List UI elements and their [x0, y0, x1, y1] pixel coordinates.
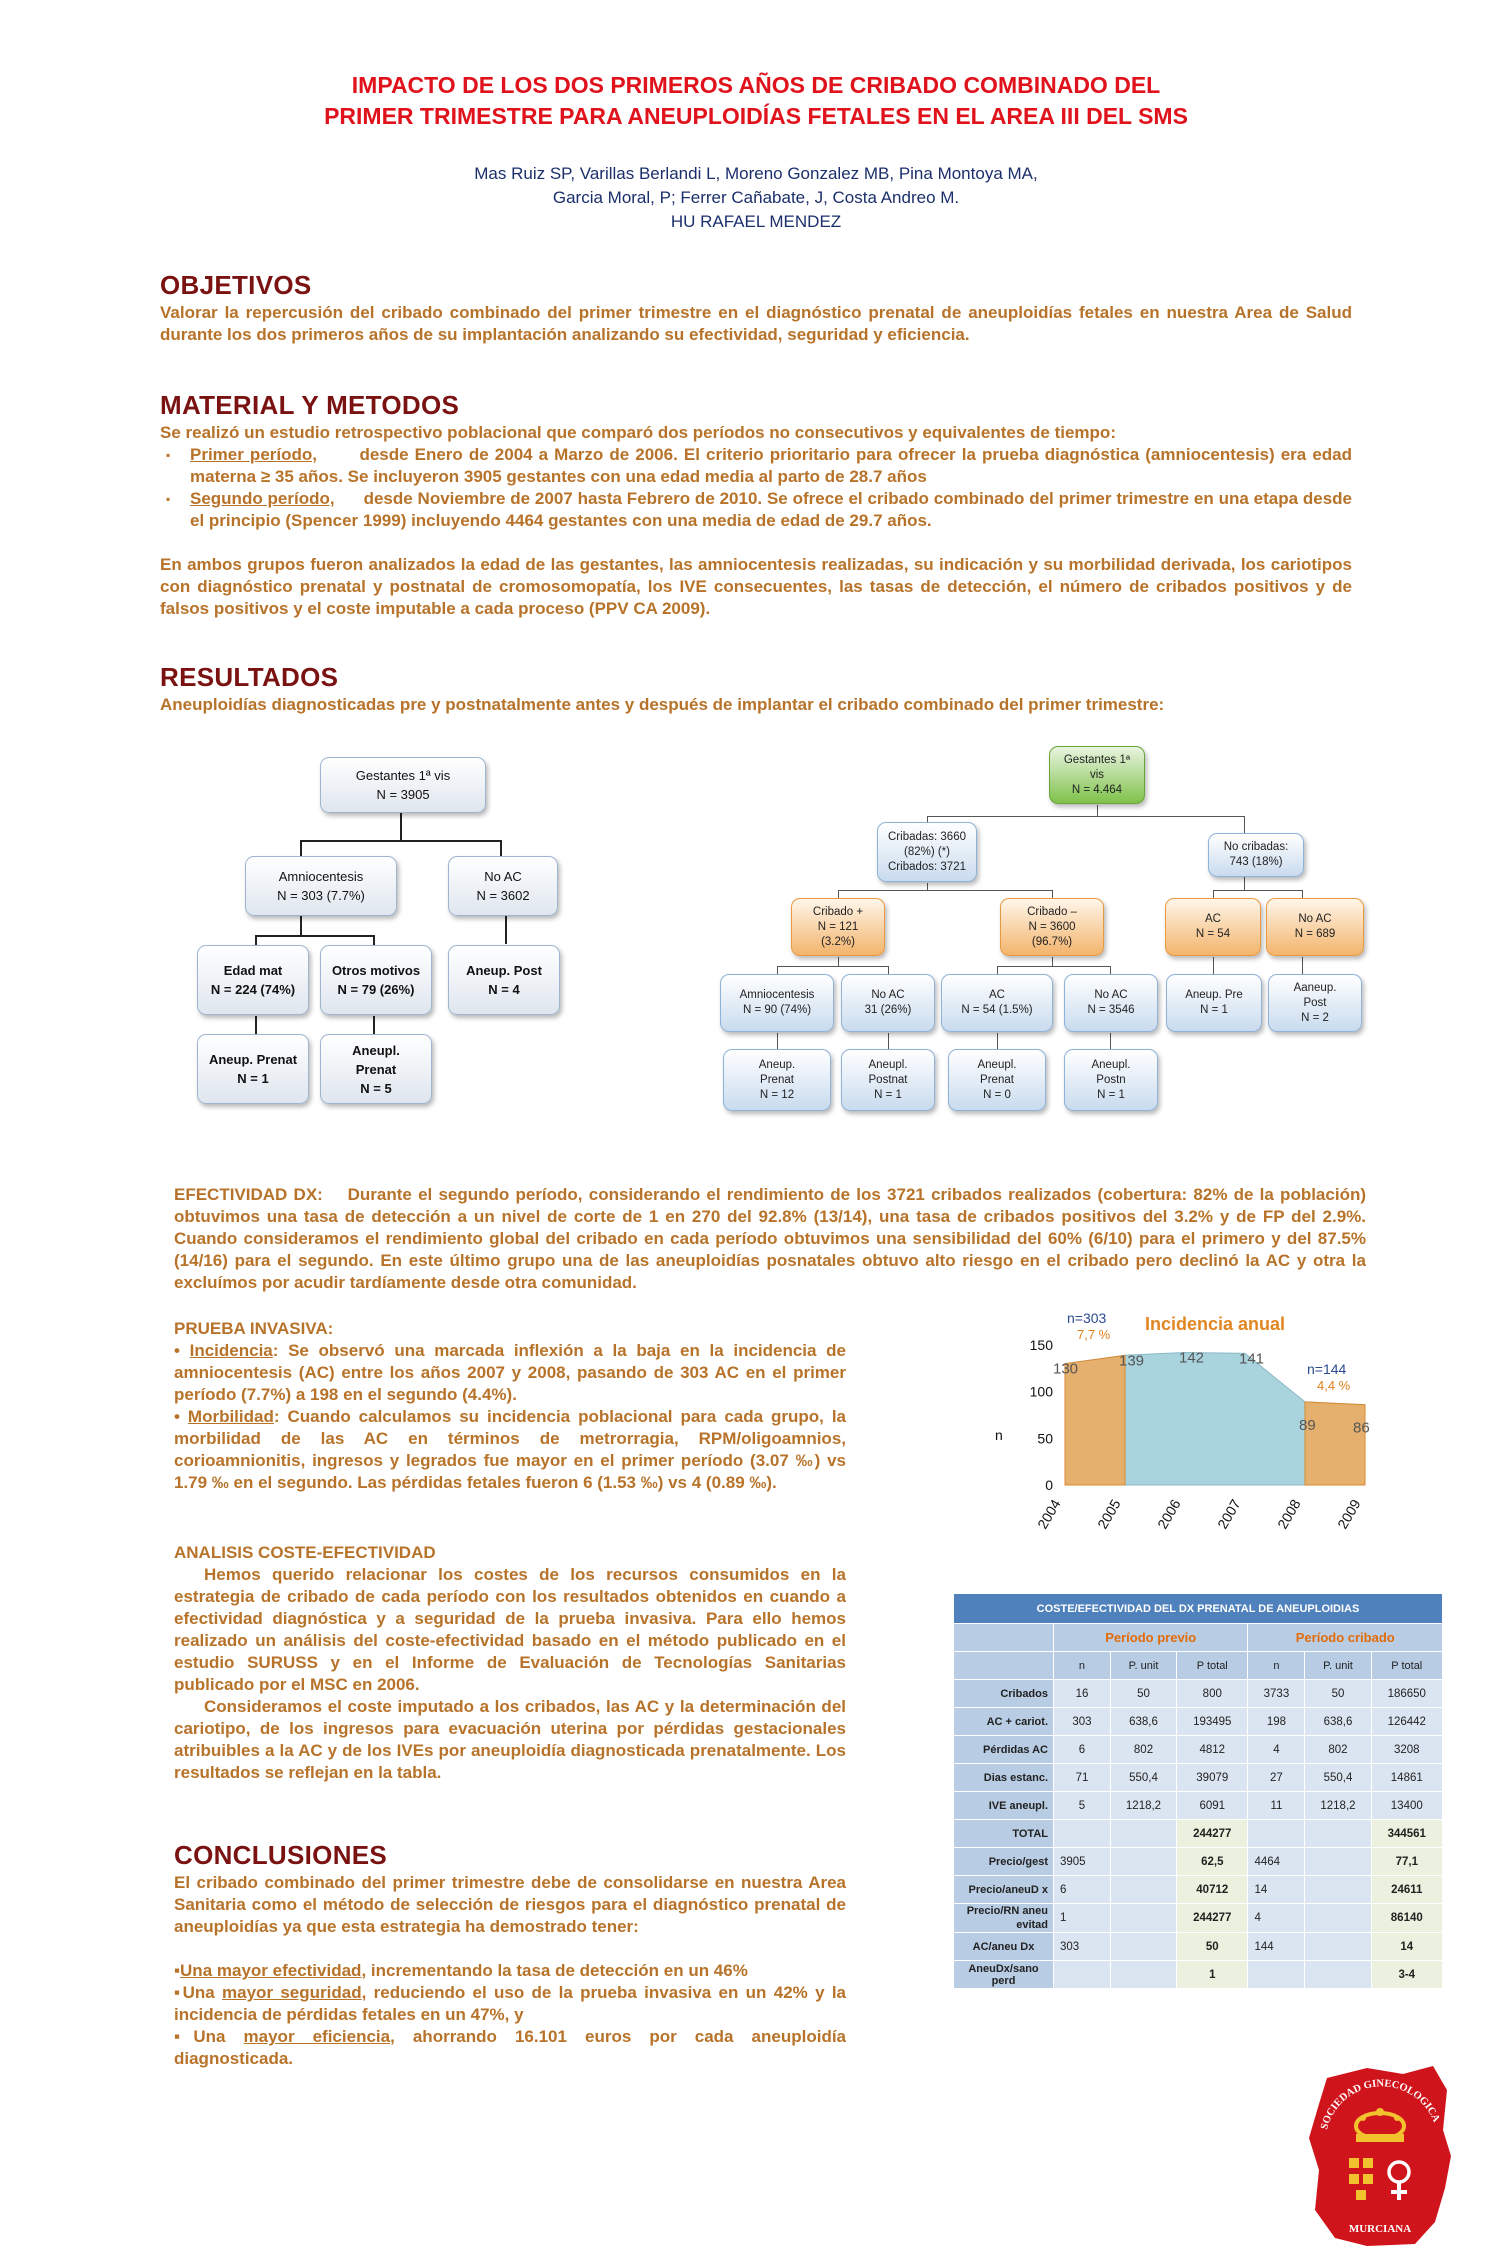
node-label: Edad mat — [223, 963, 283, 978]
node-label: Cribado – — [1027, 905, 1077, 918]
authors-line-2: Garcia Moral, P; Ferrer Cañabate, J, Costa Andreo M. — [552, 188, 960, 207]
row-label: Precio/aneuD x — [954, 1876, 1054, 1904]
cost-effectiveness-table — [953, 1593, 1443, 1989]
efectividad-paragraph — [174, 1184, 1366, 1294]
authors-line-1: Mas Ruiz SP, Varillas Berlandi L, Moreno Gonzalez MB, Pina Montoya MA, — [474, 164, 1038, 183]
node-otros-motivos — [320, 945, 432, 1015]
node-value: N = 79 (26%) — [337, 982, 415, 997]
node-label-2: Prenat — [980, 1073, 1014, 1086]
table-cell: 3733 — [1248, 1680, 1305, 1708]
coste-heading: ANALISIS COSTE-EFECTIVIDAD — [174, 1543, 436, 1562]
table-row-summary — [954, 1848, 1443, 1876]
incidencia-item — [174, 1340, 846, 1406]
highlight-label-n: n=144 — [1307, 1360, 1347, 1377]
node-value: N = 3546 — [1087, 1004, 1135, 1016]
node-no-ac-31 — [841, 974, 935, 1032]
node-label: Cribado + — [812, 905, 864, 918]
incidencia-label: Incidencia — [189, 1341, 273, 1360]
node-no-ac-689 — [1266, 898, 1364, 956]
period-2-desc: desde Noviembre de 2007 hasta Febrero de 2010. Se ofrece el cribado combinado del primer trimestre en una etapa desde el principio (Spencer 1999) incluyendo 4464 gestantes con una media de edad de 29.7 años. — [190, 489, 1352, 530]
objetivos-text: Valorar la repercusión del cribado combinado del primer trimestre en el diagnóstico prenatal de aneuploidías fetales en nuestra Area de Salud durante los dos primeros años de su implantación analizando su efectividad, seguridad y eficiencia. — [160, 303, 1352, 344]
data-value-label: 141 — [1239, 1350, 1265, 1368]
table-row-summary — [954, 1933, 1443, 1961]
row-label: AC + cariot. — [954, 1708, 1054, 1736]
node-label-2: vis — [1089, 768, 1105, 781]
subheader-ptotal-2: P total — [1371, 1652, 1442, 1680]
table-cell: 198 — [1248, 1708, 1305, 1736]
x-tick-label: 2008 — [1274, 1496, 1304, 1532]
row-label: AneuDx/sano perd — [954, 1961, 1054, 1989]
node-pct: (96.7%) — [1031, 935, 1073, 948]
node-no-ac-3546 — [1064, 974, 1158, 1032]
node-label: No AC — [1094, 989, 1128, 1001]
node-aneupl-postnat-1 — [841, 1049, 935, 1111]
table-cell-value: 77,1 — [1371, 1848, 1442, 1876]
table-caption: COSTE/EFECTIVIDAD DEL DX PRENATAL DE ANEUPLOIDIAS — [954, 1594, 1443, 1624]
node-value: N = 3905 — [376, 787, 430, 802]
logo-text-top: SOCIEDAD GINECOLOGICA — [1319, 2078, 1442, 2131]
table-cell-value: 244277 — [1177, 1904, 1248, 1933]
subheader-n-2: n — [1248, 1652, 1305, 1680]
sociedad-ginecologica-logo — [1305, 2060, 1455, 2250]
efectividad-label: EFECTIVIDAD DX: — [174, 1185, 323, 1204]
incidencia-text: : Se observó una marcada inflexión a la baja en la incidencia de amniocentesis (AC) entre los años 2007 y 2008, pasando de 303 AC en el primer período (7.7%) a 198 en el segundo (4.4%). — [174, 1341, 846, 1404]
total-period-2: 344561 — [1371, 1820, 1442, 1848]
table-cell-value: 3-4 — [1371, 1961, 1442, 1989]
authors-block — [0, 162, 1512, 234]
data-value-label: 139 — [1119, 1352, 1145, 1370]
highlight-area — [1305, 1402, 1365, 1485]
node-label-2: Prenat — [760, 1073, 794, 1086]
y-tick-label: 150 — [1029, 1337, 1053, 1353]
node-label: Gestantes 1ª vis — [355, 768, 451, 783]
table-cell: 4 — [1248, 1904, 1305, 1933]
table-cell: 802 — [1305, 1736, 1371, 1764]
morbilidad-item — [174, 1406, 846, 1494]
prueba-heading: PRUEBA INVASIVA: — [174, 1319, 334, 1338]
x-tick-label: 2009 — [1334, 1496, 1364, 1532]
table-cell-value: 24611 — [1371, 1876, 1442, 1904]
period-1-header: Período previo — [1054, 1624, 1248, 1652]
table-cell-empty — [1305, 1848, 1371, 1876]
node-aneup-prenat-1 — [197, 1034, 309, 1104]
row-label: Dias estanc. — [954, 1764, 1054, 1792]
node-value: N = 1 — [1200, 1004, 1228, 1016]
node-label: Aneup. Pre — [1185, 989, 1243, 1001]
table-cell: 1 — [1054, 1904, 1111, 1933]
table-cell-value: 50 — [1177, 1933, 1248, 1961]
bullet-icon: ▪ — [174, 1961, 181, 1980]
node-value: N = 1 — [1097, 1088, 1125, 1101]
coste-paragraph-2: Consideramos el coste imputado a los cribados, las AC y la determinación del cariotipo, de los ingresos para evacuación uterina por pérdidas gestacionales atribuibles a la AC y de los IVEs por aneuploidía diagnosticada prenatalmente. Los resultados se reflejan en la tabla. — [174, 1697, 846, 1782]
table-cell-empty — [1054, 1820, 1111, 1848]
data-value-label: 142 — [1179, 1349, 1205, 1367]
node-value: N = 3602 — [476, 888, 530, 903]
table-cell — [1248, 1961, 1305, 1989]
table-cell: 13400 — [1371, 1792, 1442, 1820]
table-row-total — [954, 1820, 1443, 1848]
bullet-icon: • — [174, 1341, 180, 1360]
table-cell: 71 — [1054, 1764, 1111, 1792]
x-tick-label: 2004 — [1034, 1496, 1064, 1532]
table-row — [954, 1680, 1443, 1708]
institution: HU RAFAEL MENDEZ — [670, 212, 842, 231]
node-label: Gestantes 1ª — [1063, 753, 1131, 766]
node-aneupl-prenat-0 — [948, 1049, 1046, 1111]
table-cell-empty — [1305, 1820, 1371, 1848]
table-cell: 6091 — [1177, 1792, 1248, 1820]
table-row-summary — [954, 1876, 1443, 1904]
y-tick-label: 100 — [1029, 1383, 1053, 1400]
row-label: TOTAL — [954, 1820, 1054, 1848]
table-cell: 50 — [1110, 1680, 1176, 1708]
node-aneup-post — [448, 945, 560, 1015]
conclusion-item-2 — [174, 1982, 846, 2026]
table-cell: 800 — [1177, 1680, 1248, 1708]
table-cell-value: 86140 — [1371, 1904, 1442, 1933]
subheader-blank — [954, 1652, 1054, 1680]
bullet-icon: ▪ — [174, 1983, 183, 2002]
node-value: N = 224 (74%) — [210, 982, 296, 997]
conclusion-3-text: , ahorrando 16.101 euros por cada aneuploidía diagnosticada. — [174, 2027, 847, 2068]
table-cell: 11 — [1248, 1792, 1305, 1820]
node-value: N = 689 — [1294, 928, 1336, 940]
node-aneup-prenat-5 — [320, 1034, 432, 1104]
table-row — [954, 1792, 1443, 1820]
efectividad-text: Durante el segundo período, considerando el rendimiento de los 3721 cribados realizados (cobertura: 82% de la población) obtuvimos una tasa de detección a un nivel de corte de 1 en 270 del 92.8% (13/14), una tasa de cribados positivos del 3.2% y de FP del 2.9%. Cuando consideramos el rendimiento global del cribado en cada período obtuvimos una sensibilidad del 60% (6/10) para el primero y del 87.5% (14/16) para el segundo. En este último grupo una de las aneuploidías posnatales obtuvo alto riesgo en el cribado pero declinó la AC y otra la excluímos por acudir tardíamente desde otra comunidad. — [174, 1185, 1366, 1292]
conclusiones-heading: CONCLUSIONES — [174, 1840, 388, 1870]
node-gestantes-root — [320, 757, 486, 813]
node-value: N = 0 — [983, 1088, 1011, 1101]
node-cribadas — [877, 822, 977, 882]
material-intro: Se realizó un estudio retrospectivo poblacional que comparó dos períodos no consecutivos y equivalentes de tiempo: — [160, 423, 1116, 442]
table-cell-value: 1 — [1177, 1961, 1248, 1989]
table-row — [954, 1708, 1443, 1736]
node-value: N = 4.464 — [1071, 783, 1123, 796]
table-cell: 39079 — [1177, 1764, 1248, 1792]
node-cribado-positivo — [791, 898, 885, 956]
node-pct: (3.2%) — [821, 935, 855, 948]
x-tick-label: 2006 — [1154, 1496, 1184, 1532]
conclusion-3-underlined: mayor eficiencia — [243, 2027, 391, 2046]
row-label: Pérdidas AC — [954, 1736, 1054, 1764]
bullet-icon: ▪ — [174, 2027, 194, 2046]
subheader-n-1: n — [1054, 1652, 1111, 1680]
node-edad-mat — [197, 945, 309, 1015]
node-label: Amniocentesis — [278, 869, 364, 884]
conclusion-2-text: , reduciendo el uso de la prueba invasiva en un 42% y la incidencia de pérdidas fetales en un 47%, y — [174, 1983, 846, 2024]
node-label: Aneup. Post — [466, 963, 542, 978]
node-amniocentesis-2 — [720, 974, 834, 1032]
data-value-label: 89 — [1299, 1416, 1316, 1434]
y-tick-label: 0 — [1045, 1477, 1053, 1493]
objetivos-heading: OBJETIVOS — [160, 270, 312, 300]
material-heading: MATERIAL Y METODOS — [160, 390, 460, 420]
conclusion-item-1 — [174, 1960, 846, 1982]
node-value: N = 54 (1.5%) — [961, 1004, 1033, 1016]
table-corner — [954, 1624, 1054, 1652]
table-cell-value: 14 — [1371, 1933, 1442, 1961]
table-cell-empty — [1110, 1876, 1176, 1904]
node-value: N = 4 — [488, 982, 520, 997]
bullet-icon: ▪ — [166, 492, 171, 506]
table-cell: 193495 — [1177, 1708, 1248, 1736]
chart-title: Incidencia anual — [1145, 1314, 1286, 1334]
table-cell: 144 — [1248, 1933, 1305, 1961]
node-aaneup-post — [1268, 974, 1362, 1032]
node-value: N = 121 — [817, 920, 859, 933]
table-cell-empty — [1305, 1904, 1371, 1933]
logo-shape — [1309, 2066, 1451, 2246]
table-cell: 1218,2 — [1110, 1792, 1176, 1820]
table-cell: 50 — [1305, 1680, 1371, 1708]
coste-paragraph-1: Hemos querido relacionar los costes de los recursos consumidos en la estrategia de cribado de cada período con los resultados obtenidos en cuando a efectividad diagnóstica y a seguridad de la prueba invasiva. Para ello hemos realizado un análisis del coste-efectividad basado en el método publicado en el estudio SURUSS y en el Informe de Evaluación de Tecnologías Sanitarias publicado por el MSC en 2006. — [174, 1565, 846, 1694]
node-value: N = 303 (7.7%) — [277, 888, 365, 903]
material-body — [160, 422, 1352, 620]
table-cell-value: 40712 — [1177, 1876, 1248, 1904]
node-label: Aneupl. — [868, 1058, 908, 1071]
node-ac-54 — [1165, 898, 1261, 956]
highlight-label-pct: 7,7 % — [1077, 1327, 1111, 1342]
subheader-punit-2: P. unit — [1305, 1652, 1371, 1680]
logo-text-bottom: MURCIANA — [1348, 2223, 1412, 2235]
table-cell-empty — [1110, 1933, 1176, 1961]
table-cell: 27 — [1248, 1764, 1305, 1792]
period-1-desc: desde Enero de 2004 a Marzo de 2006. El criterio prioritario para ofrecer la prueba diagnóstica (amniocentesis) era edad materna ≥ 35 años. Se incluyeron 3905 gestantes con una edad media al parto de 28.7 años — [190, 445, 1352, 486]
period-1-item — [160, 444, 1352, 488]
node-label: No AC — [484, 869, 522, 884]
period-2-item — [160, 488, 1352, 532]
node-label: AC — [989, 989, 1005, 1001]
table-cell — [1054, 1961, 1111, 1989]
node-label: Aaneup. — [1293, 981, 1337, 994]
node-label: Aneup. — [758, 1058, 796, 1071]
table-cell: 638,6 — [1305, 1708, 1371, 1736]
conclusiones-text: El cribado combinado del primer trimestre debe de consolidarse en nuestra Area Sanitaria como el método de selección de riesgos para el diagnóstico prenatal de aneuploidías ya que esta estrategia ha demostrado tener: — [174, 1873, 846, 1936]
node-label: No cribadas: — [1223, 841, 1289, 853]
node-aneup-prenat-12 — [723, 1049, 831, 1111]
node-value: N = 2 — [1301, 1011, 1329, 1024]
node-value: N = 1 — [874, 1088, 902, 1101]
table-cell: 16 — [1054, 1680, 1111, 1708]
node-no-cribadas — [1208, 833, 1304, 877]
table-cell: 3905 — [1054, 1848, 1111, 1876]
node-label: Aneupl. — [977, 1058, 1017, 1071]
node-label-2: Prenat — [355, 1061, 397, 1077]
highlight-label-pct: 4,4 % — [1317, 1377, 1351, 1393]
incidence-area-chart — [975, 1305, 1375, 1555]
table-cell: 6 — [1054, 1876, 1111, 1904]
table-cell: 303 — [1054, 1933, 1111, 1961]
table-cell: 802 — [1110, 1736, 1176, 1764]
bullet-icon: • — [174, 1407, 180, 1426]
node-label-2: Postn — [1096, 1073, 1126, 1086]
table-cell-empty — [1110, 1961, 1176, 1989]
period-2-text — [190, 488, 1352, 532]
table-cell-empty — [1305, 1876, 1371, 1904]
table-cell: 126442 — [1371, 1708, 1442, 1736]
table-cell: 5 — [1054, 1792, 1111, 1820]
node-label: Aneup. Prenat — [208, 1052, 298, 1067]
morbilidad-text: : Cuando calculamos su incidencia poblacional para cada grupo, la morbilidad de las AC en términos de metrorragia, RPM/oligoamnios, corioamnionitis, ingresos y legrados fue mayor en el primer período (3.07 ‰) vs 1.79 ‰ en el segundo. Las pérdidas fetales fueron 6 (1.53 ‰) vs 4 (0.89 ‰). — [174, 1407, 847, 1492]
node-label: AC — [1205, 913, 1221, 925]
node-no-ac — [448, 856, 558, 916]
y-axis-label: n — [995, 1427, 1003, 1443]
data-value-label: 130 — [1053, 1360, 1079, 1378]
table-cell: 4 — [1248, 1736, 1305, 1764]
x-tick-label: 2007 — [1214, 1496, 1244, 1532]
conclusion-1-underlined: Una mayor efectividad — [180, 1961, 362, 1980]
table-cell: 6 — [1054, 1736, 1111, 1764]
node-label-2: Postnat — [868, 1073, 908, 1086]
period-2-label: Segundo período, — [190, 489, 335, 508]
node-amniocentesis — [245, 856, 397, 916]
node-label-2: Post — [1303, 996, 1327, 1009]
node-value: Cribados: 3721 — [888, 860, 966, 873]
prueba-invasiva-block — [174, 1318, 846, 1494]
row-label: Precio/RN aneu evitad — [954, 1904, 1054, 1933]
node-label: No AC — [1298, 913, 1332, 925]
row-label: AC/aneu Dx — [954, 1933, 1054, 1961]
table-cell: 550,4 — [1305, 1764, 1371, 1792]
table-cell: 186650 — [1371, 1680, 1442, 1708]
table-row — [954, 1736, 1443, 1764]
node-value: N = 54 — [1195, 928, 1231, 940]
node-label: Cribadas: 3660 — [888, 830, 966, 843]
conclusion-1-text: , incrementando la tasa de detección en un 46% — [361, 1961, 748, 1980]
title-line-1: IMPACTO DE LOS DOS PRIMEROS AÑOS DE CRIBADO COMBINADO DEL — [351, 72, 1161, 98]
node-value: N = 1 — [237, 1071, 269, 1086]
y-tick-label: 50 — [1037, 1430, 1053, 1447]
subheader-ptotal-1: P total — [1177, 1652, 1248, 1680]
conclusion-item-3 — [174, 2026, 846, 2070]
coste-block — [174, 1542, 846, 1784]
table-cell-empty — [1110, 1848, 1176, 1876]
row-label: Precio/gest — [954, 1848, 1054, 1876]
morbilidad-label: Morbilidad — [187, 1407, 274, 1426]
table-cell: 1218,2 — [1305, 1792, 1371, 1820]
conclusion-3-pre: Una — [193, 2027, 244, 2046]
table-cell: 4464 — [1248, 1848, 1305, 1876]
x-tick-label: 2005 — [1094, 1496, 1124, 1532]
table-cell: 3208 — [1371, 1736, 1442, 1764]
bullet-icon: ▪ — [166, 448, 171, 462]
table-cell: 14861 — [1371, 1764, 1442, 1792]
conclusiones-block — [174, 1872, 846, 2070]
table-cell: 303 — [1054, 1708, 1111, 1736]
table-cell-value: 62,5 — [1177, 1848, 1248, 1876]
node-ac-54-pct — [941, 974, 1053, 1032]
conclusion-2-underlined: mayor seguridad — [222, 1983, 362, 2002]
node-value: 743 (18%) — [1229, 856, 1283, 868]
node-aneupl-postn-1 — [1064, 1049, 1158, 1111]
table-cell-empty — [1248, 1820, 1305, 1848]
node-aneup-pre — [1166, 974, 1262, 1032]
period-2-header: Período cribado — [1248, 1624, 1443, 1652]
node-cribado-negativo — [1000, 898, 1104, 956]
node-label: Otros motivos — [331, 963, 421, 978]
table-cell-empty — [1305, 1933, 1371, 1961]
poster-title — [0, 70, 1512, 132]
node-value: N = 3600 — [1028, 920, 1076, 933]
table-row-summary — [954, 1961, 1443, 1989]
node-value: N = 90 (74%) — [742, 1004, 812, 1016]
period-1-text — [190, 444, 1352, 488]
table-cell: 638,6 — [1110, 1708, 1176, 1736]
node-label: No AC — [871, 989, 905, 1001]
row-label: Cribados — [954, 1680, 1054, 1708]
node-value: N = 12 — [759, 1088, 795, 1101]
material-paragraph: En ambos grupos fueron analizados la edad de las gestantes, las amniocentesis realizadas, su indicación y su morbilidad derivada, los cariotipos con diagnóstico prenatal y postnatal de cromosomopatía, los IVE consecuentes, las tasas de detección, el número de cribados positivos y de falsos positivos y el coste imputable a cada proceso (PPV CA 2009). — [160, 555, 1352, 618]
table-cell-empty — [1110, 1820, 1176, 1848]
period-1-label: Primer período, — [190, 445, 317, 464]
subheader-punit-1: P. unit — [1110, 1652, 1176, 1680]
conclusion-2-pre: Una — [182, 1983, 223, 2002]
node-value: 31 (26%) — [864, 1004, 912, 1016]
table-cell-empty — [1110, 1904, 1176, 1933]
node-label: Aneupl. — [1091, 1058, 1131, 1071]
table-cell-empty — [1305, 1961, 1371, 1989]
table-cell: 4812 — [1177, 1736, 1248, 1764]
node-label-2: (82%) (*) — [903, 845, 950, 858]
table-row — [954, 1764, 1443, 1792]
node-gestantes-root-2 — [1049, 746, 1145, 804]
table-cell: 550,4 — [1110, 1764, 1176, 1792]
highlight-label-n: n=303 — [1067, 1310, 1107, 1326]
node-label: Amniocentesis — [739, 989, 815, 1001]
total-period-1: 244277 — [1177, 1820, 1248, 1848]
row-label: IVE aneupl. — [954, 1792, 1054, 1820]
data-value-label: 86 — [1353, 1419, 1370, 1437]
table-cell: 14 — [1248, 1876, 1305, 1904]
title-line-2: PRIMER TRIMESTRE PARA ANEUPLOIDÍAS FETALES EN EL AREA III DEL SMS — [324, 103, 1188, 129]
resultados-heading: RESULTADOS — [160, 662, 339, 692]
table-row-summary — [954, 1904, 1443, 1933]
node-label: Aneupl. — [352, 1042, 400, 1058]
node-value: N = 5 — [360, 1080, 392, 1096]
resultados-subtitle: Aneuploidías diagnosticadas pre y postnatalmente antes y después de implantar el cribado combinado del primer trimestre: — [160, 695, 1165, 714]
